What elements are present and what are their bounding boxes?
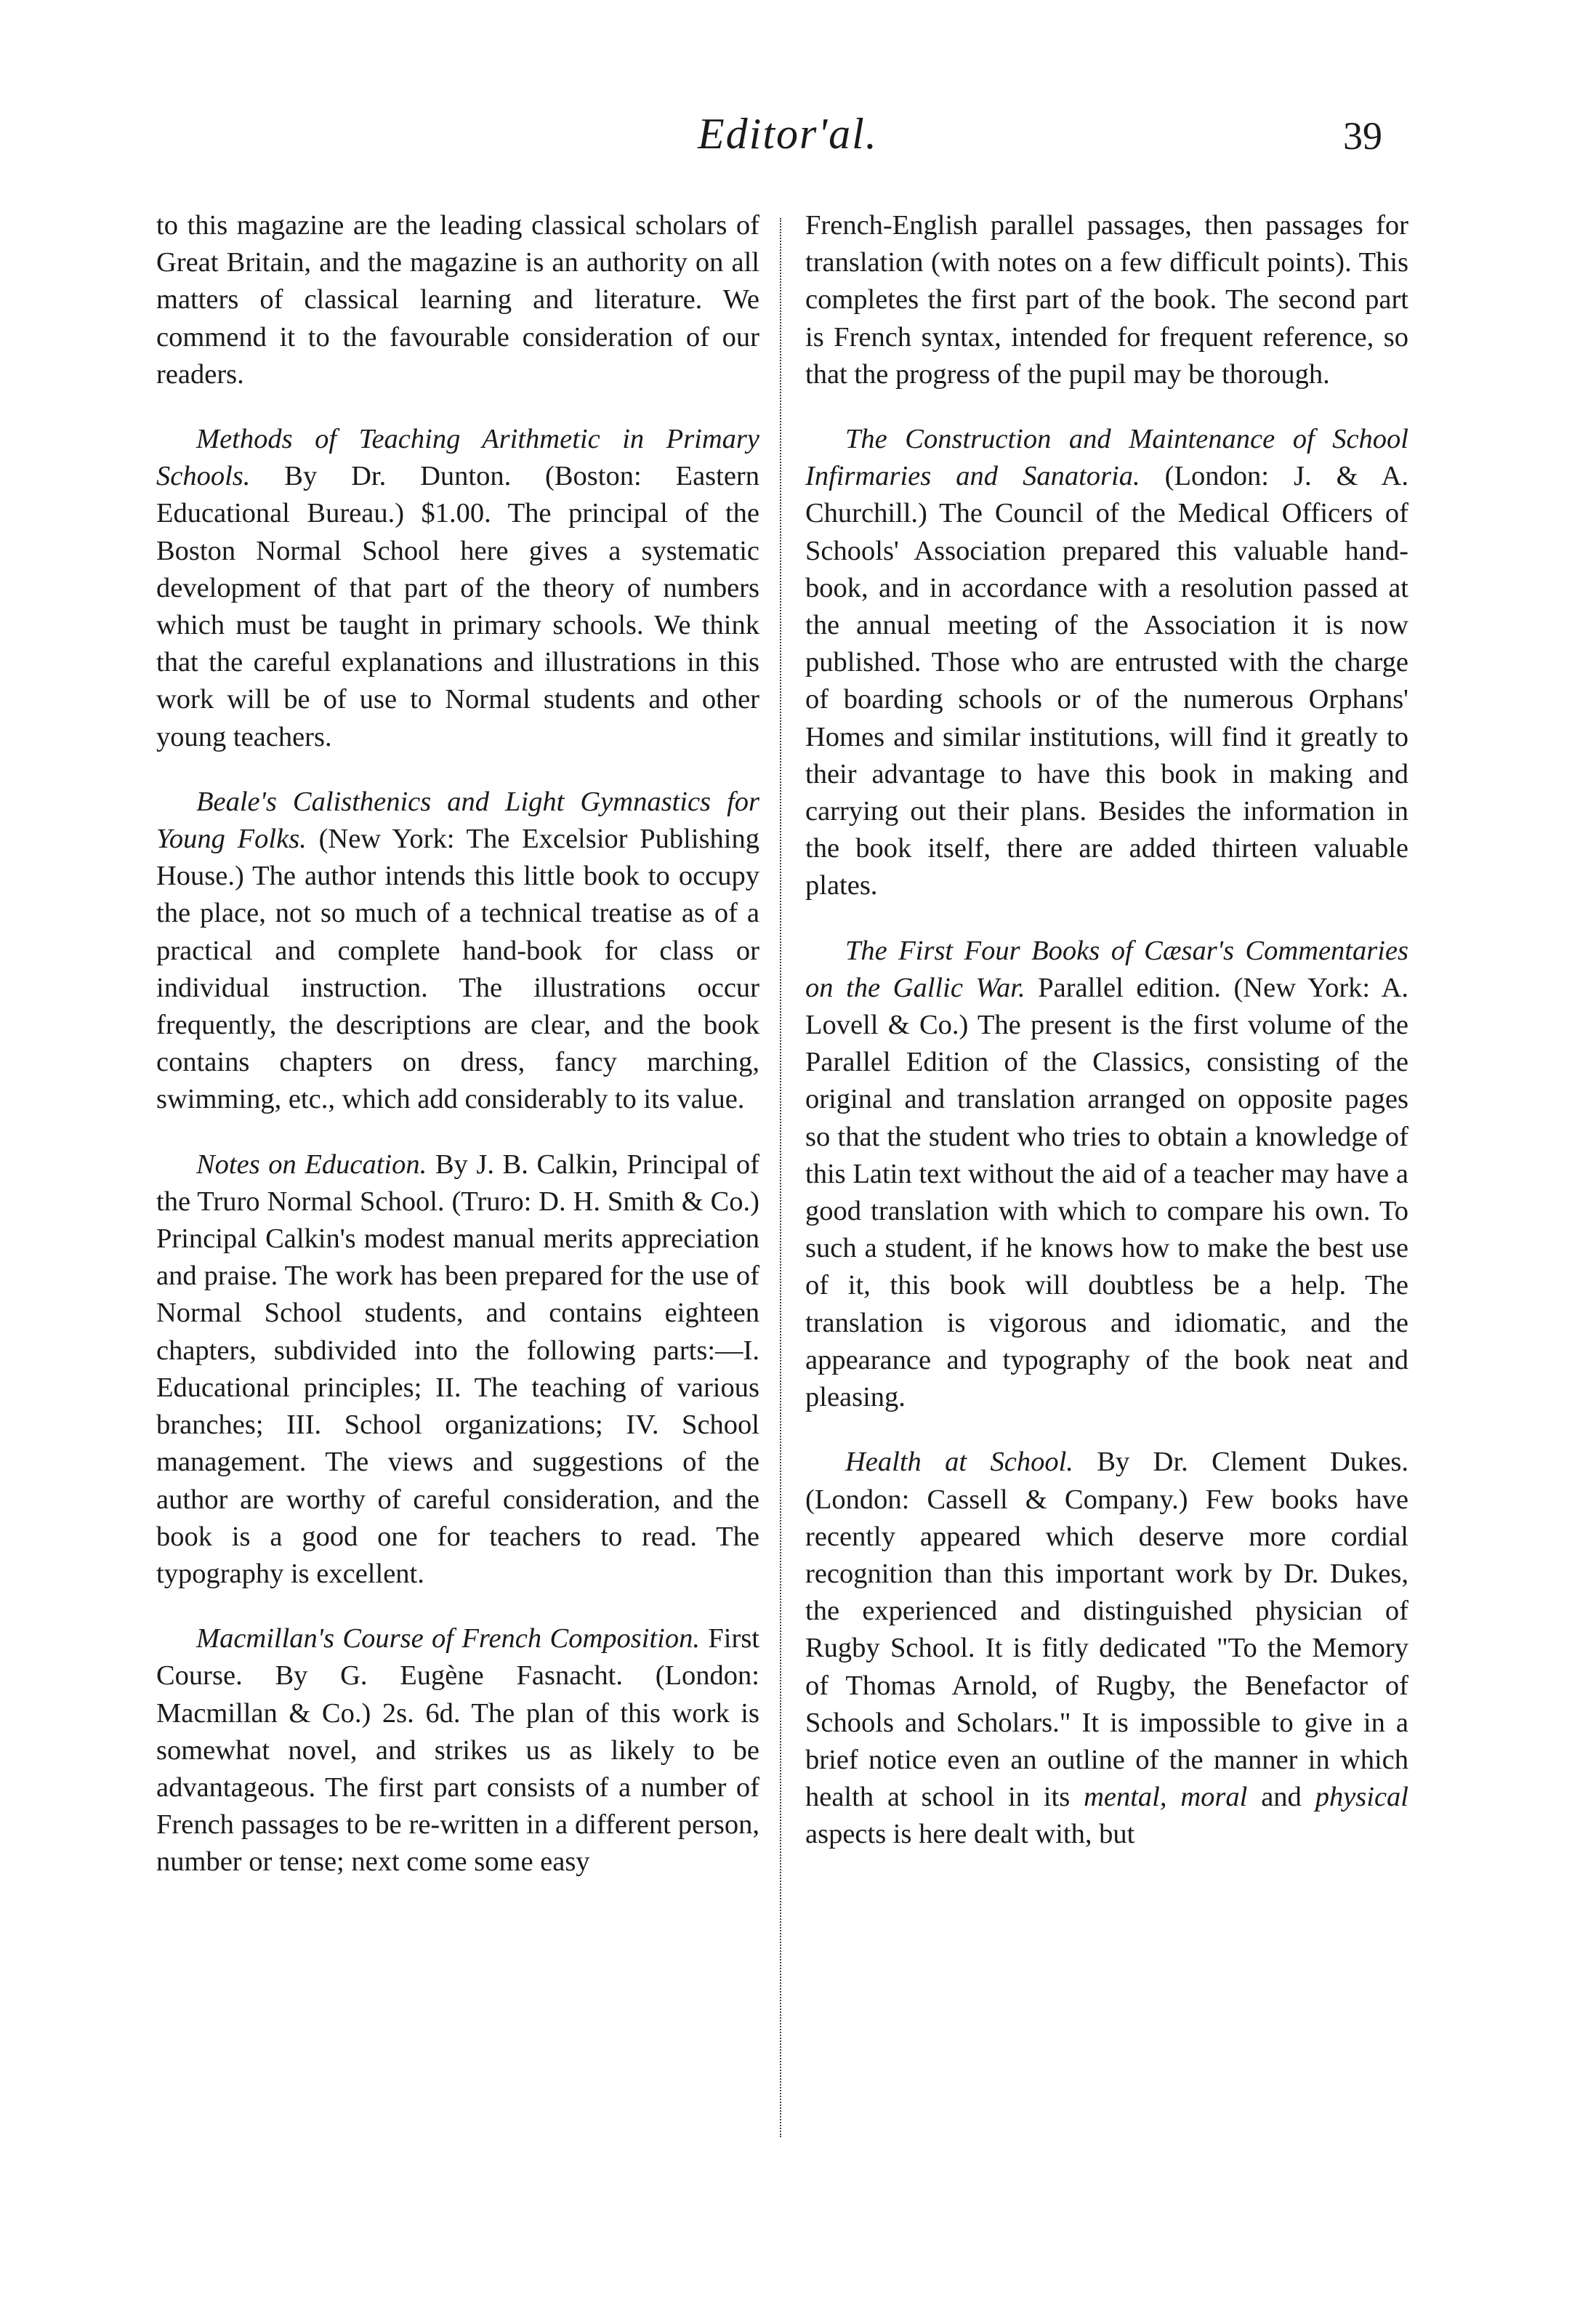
book-title: The First Four Books of Cæsar's Commentaries on the Gallic War.: [805, 935, 1408, 1003]
running-head: [0, 109, 1580, 167]
paragraph-continuation: to this magazine are the leading classical scholars of Great Britain, and the magazine is an authority on all matters of classical learning and literature. We commend it to the favourable consideration of our readers.: [156, 210, 759, 390]
book-title: Methods of Teaching Arithmetic in Primary Schools.: [156, 424, 759, 492]
review-french-composition: [156, 1620, 759, 1881]
book-title: Notes on Education.: [196, 1149, 427, 1180]
book-title: Health at School.: [845, 1447, 1073, 1478]
paragraph-continuation: French-English parallel passages, then passages for translation (with notes on a few difficult points). This completes the first part of the book. The second part is French syntax, intended for frequent reference, so that the progress of the pupil may be thorough.: [805, 210, 1408, 390]
separator: and: [1247, 1782, 1315, 1813]
book-title: Macmillan's Course of French Composition.: [196, 1623, 700, 1654]
book-title: Beale's Calisthenics and Light Gymnastics for Young Folks.: [156, 786, 759, 855]
review-body: (London: J. & A. Churchill.) The Council of the Medical Officers of Schools' Association prepared this valuable hand-book, and in accordance with a resolution passed at the annual meeting of the Association it is now published. Those who are entrusted with the charge of boarding schools or of the numerous Orphans' Homes and similar institutions, will find it greatly to their advantage to have this book in making and carrying out their plans. Besides the information in the book itself, there are added thirteen valuable plates.: [805, 461, 1408, 901]
review-health-at-school: [805, 1444, 1408, 1853]
review-body: By Dr. Clement Dukes. (London: Cassell & Company.) Few books have recently appeared which deserve more cordial recognition than this important work by Dr. Dukes, the experienced and distinguished physician of Rugby School. It is fitly dedicated "To the Memory of Thomas Arnold, of Rugby, the Benefactor of Schools and Scholars." It is impossible to give in a brief notice even an outline of the manner in which health at school in its: [805, 1447, 1408, 1813]
review-body: Parallel edition. (New York: A. Lovell & Co.) The present is the first volume of the Parallel Edition of the Classics, consisting of the original and translation arranged on opposite pages so that the student who tries to obtain a knowledge of this Latin text without the aid of a teacher may have a good translation with which to compare his own. To such a student, if he knows how to make the best use of it, this book will doubtless be a help. The translation is vigorous and idiomatic, and the appearance and typography of the book neat and pleasing.: [805, 972, 1408, 1413]
page-number: 39: [1343, 114, 1382, 158]
review-body: By Dr. Dunton. (Boston: Eastern Educational Bureau.) $1.00. The principal of the Boston Normal School here gives a systematic development of that part of the theory of numbers which must be taught in primary schools. We think that the careful explanations and illustrations in this work will be of use to Normal students and other young teachers.: [156, 461, 759, 752]
running-title: Editor'al.: [698, 110, 878, 158]
review-caesar-commentaries: [805, 933, 1408, 1417]
review-body-end: aspects is here dealt with, but: [805, 1819, 1135, 1850]
review-calisthenics: [156, 784, 759, 1119]
book-title: The Construction and Maintenance of School Infirmaries and Sanatoria.: [805, 424, 1408, 492]
separator: [1166, 1782, 1180, 1812]
left-column: [156, 207, 759, 1881]
emphasis-physical: physical: [1315, 1782, 1408, 1813]
review-body: (New York: The Excelsior Publishing House.) The author intends this little book to occupy the place, not so much of a technical treatise as of a practical and complete hand-book for class or individual instruction. The illustrations occur frequently, the descriptions are clear, and the book contains chapters on dress, fancy marching, swimming, etc., which add considerably to its value.: [156, 824, 759, 1115]
review-arithmetic: [156, 421, 759, 756]
column-divider: [780, 218, 781, 2137]
review-notes-on-education: [156, 1146, 759, 1593]
emphasis-moral: moral: [1180, 1782, 1248, 1813]
review-body: By J. B. Calkin, Principal of the Truro Normal School. (Truro: D. H. Smith & Co.) Principal Calkin's modest manual merits appreciation and praise. The work has been prepared for the use of Normal School students, and contains eighteen chapters, subdivided into the following parts:—I. Educational principles; II. The teaching of various branches; III. School organizations; IV. School management. The views and suggestions of the author are worthy of careful consideration, and the book is a good one for teachers to read. The typography is excellent.: [156, 1149, 759, 1589]
review-school-infirmaries: [805, 421, 1408, 905]
emphasis-mental: mental,: [1084, 1782, 1167, 1813]
right-column: [805, 207, 1408, 1854]
review-body: First Course. By G. Eugène Fasnacht. (London: Macmillan & Co.) 2s. 6d. The plan of this work is somewhat novel, and strikes us as likely to be advantageous. The first part consists of a number of French passages to be re-written in a different person, number or tense; next come some easy: [156, 1623, 759, 1878]
